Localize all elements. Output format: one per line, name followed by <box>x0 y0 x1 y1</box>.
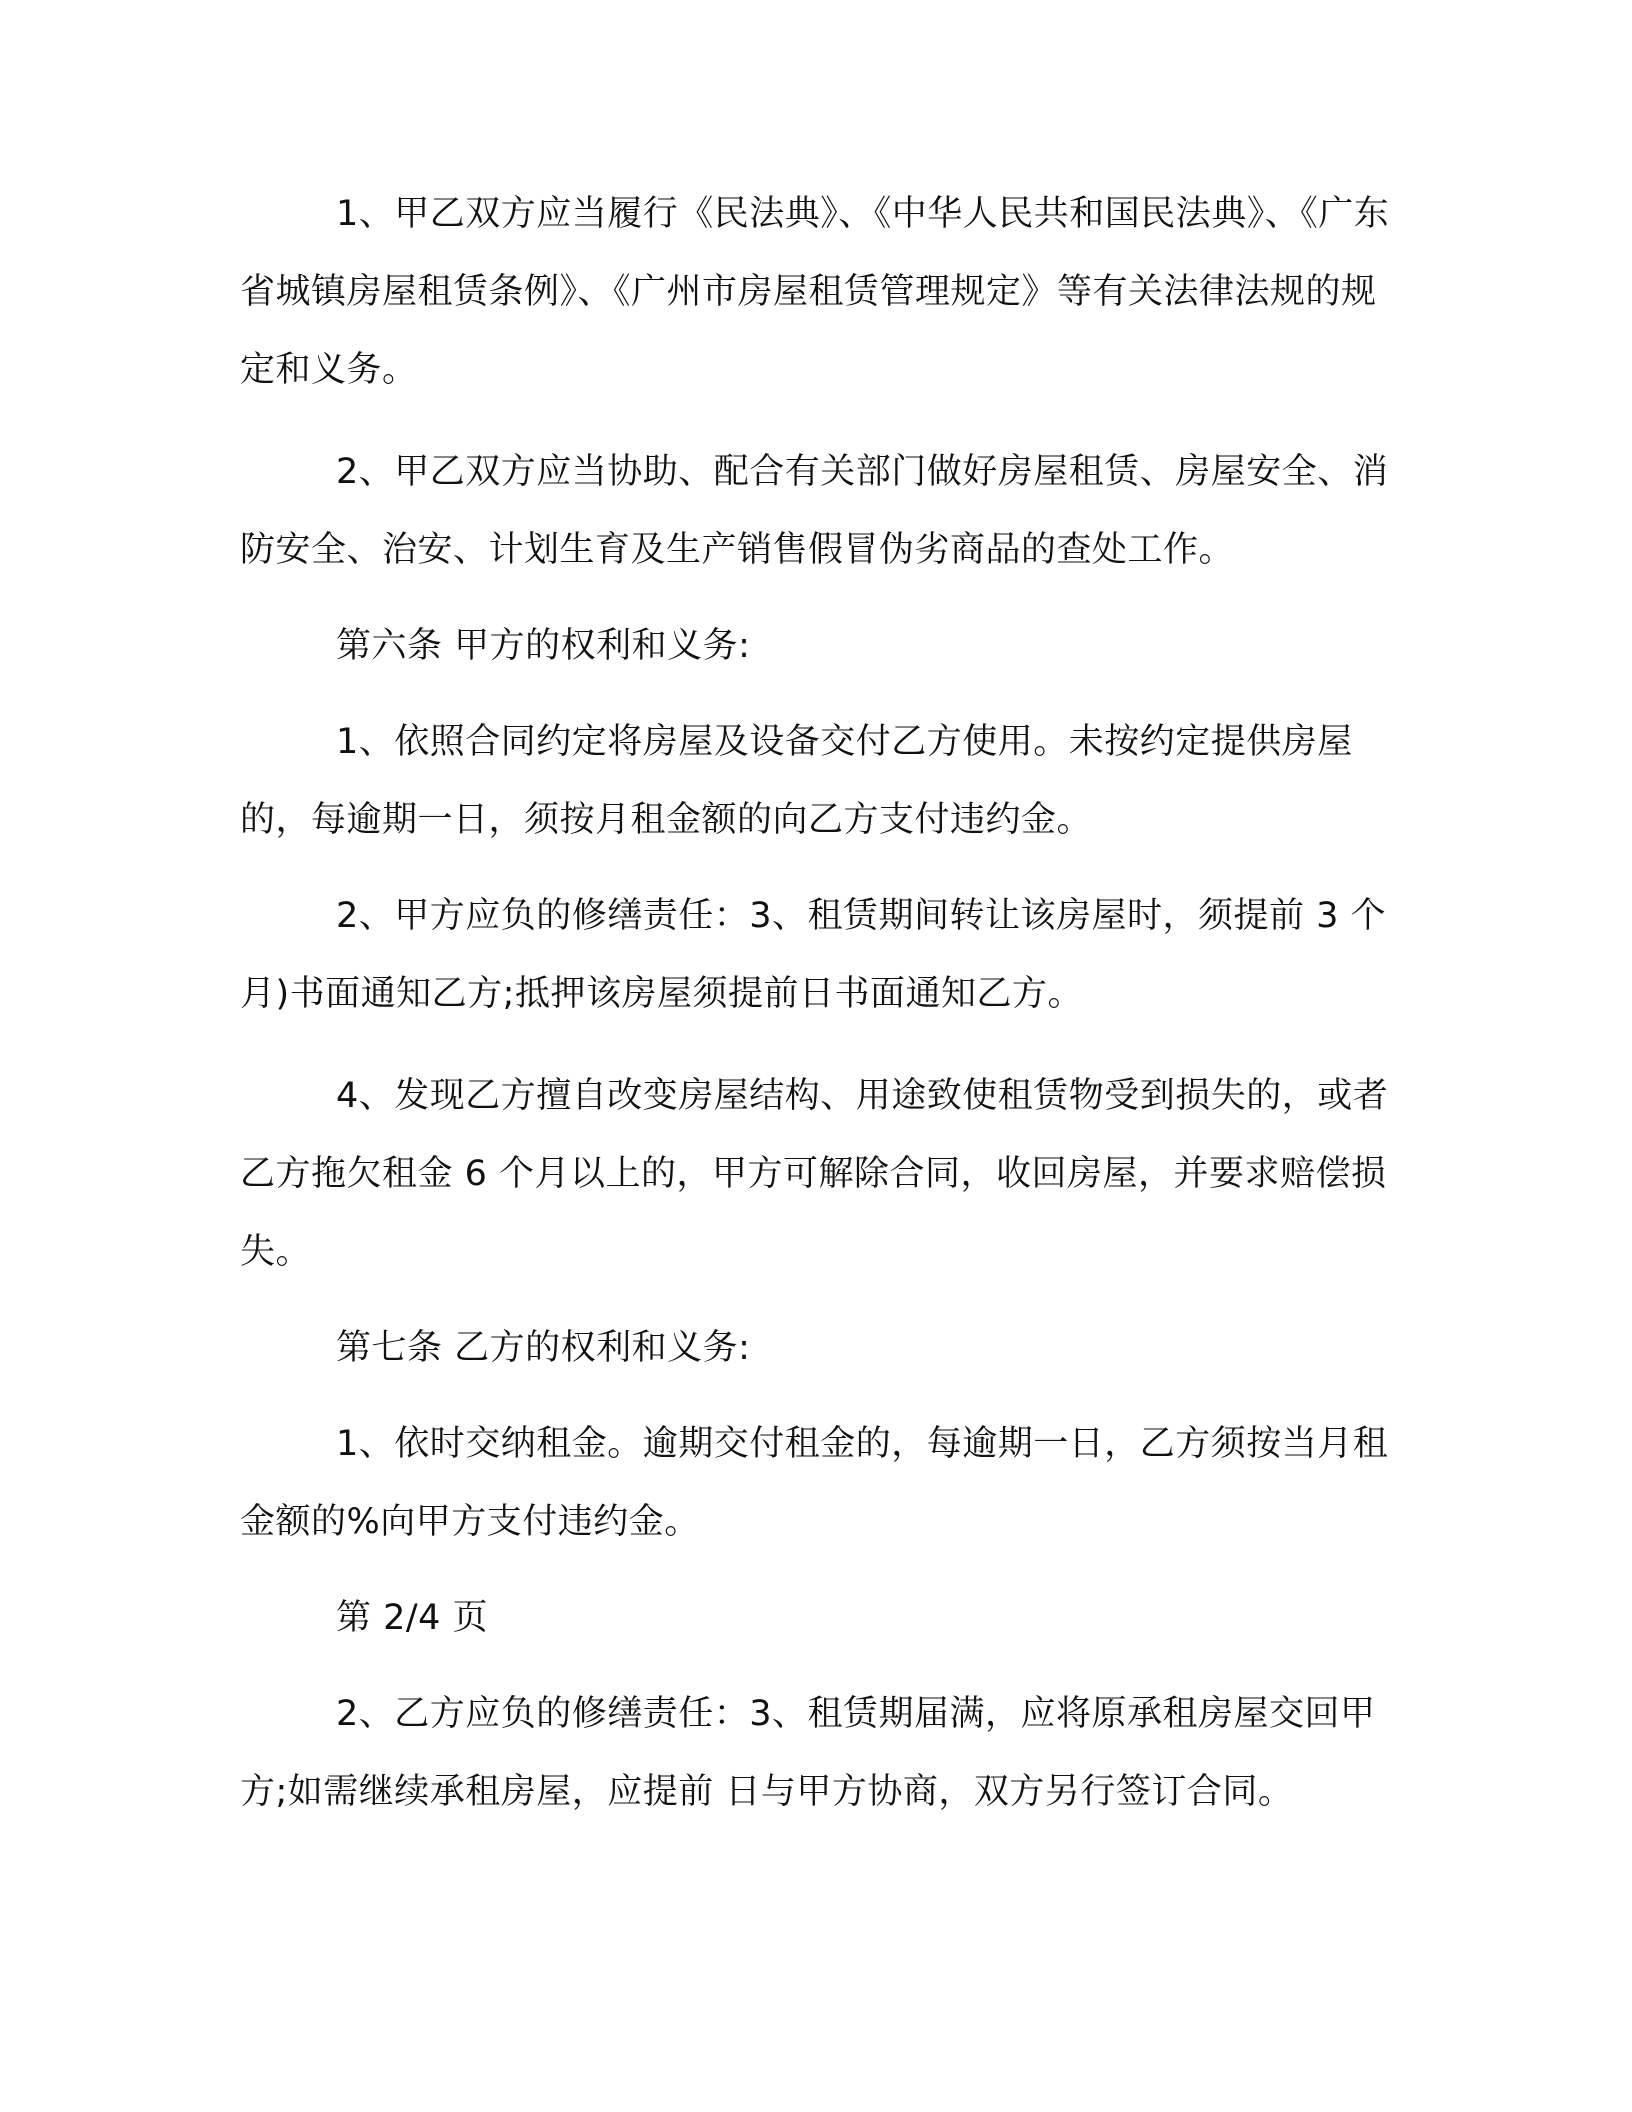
paragraph-delivery: 1、依照合同约定将房屋及设备交付乙方使用。未按约定提供房屋的，每逾期一日，须按月租金额的向乙方支付违约金。 <box>240 722 1353 840</box>
article-six-heading: 第六条 甲方的权利和义务: <box>336 626 751 666</box>
paragraph-rent-payment: 1、依时交纳租金。逾期交付租金的，每逾期一日，乙方须按当月租金额的%向甲方支付违约金。 <box>240 1424 1389 1542</box>
page-number: 第 2/4 页 <box>336 1598 489 1638</box>
paragraph-repair-landlord: 2、甲方应负的修缮责任：3、租赁期间转让该房屋时，须提前 3 个月)书面通知乙方;抵押该房屋须提前日书面通知乙方。 <box>240 896 1387 1014</box>
paragraph-repair-tenant: 2、乙方应负的修缮责任：3、租赁期届满，应将原承租房屋交回甲方;如需继续承租房屋，应提前 日与甲方协商，双方另行签订合同。 <box>240 1694 1376 1812</box>
paragraph-obligations-law: 1、甲乙双方应当履行《民法典》、《中华人民共和国民法典》、《广东省城镇房屋租赁条例》、《广州市房屋租赁管理规定》等有关法律法规的规定和义务。 <box>240 194 1390 390</box>
paragraph-termination: 4、发现乙方擅自改变房屋结构、用途致使租赁物受到损失的，或者乙方拖欠租金 6 个月以上的，甲方可解除合同，收回房屋，并要求赔偿损失。 <box>240 1076 1389 1272</box>
article-seven-heading: 第七条 乙方的权利和义务: <box>336 1328 751 1368</box>
paragraph-cooperation: 2、甲乙双方应当协助、配合有关部门做好房屋租赁、房屋安全、消防安全、治安、计划生育及生产销售假冒伪劣商品的查处工作。 <box>240 452 1389 570</box>
document-page <box>240 175 1390 1831</box>
